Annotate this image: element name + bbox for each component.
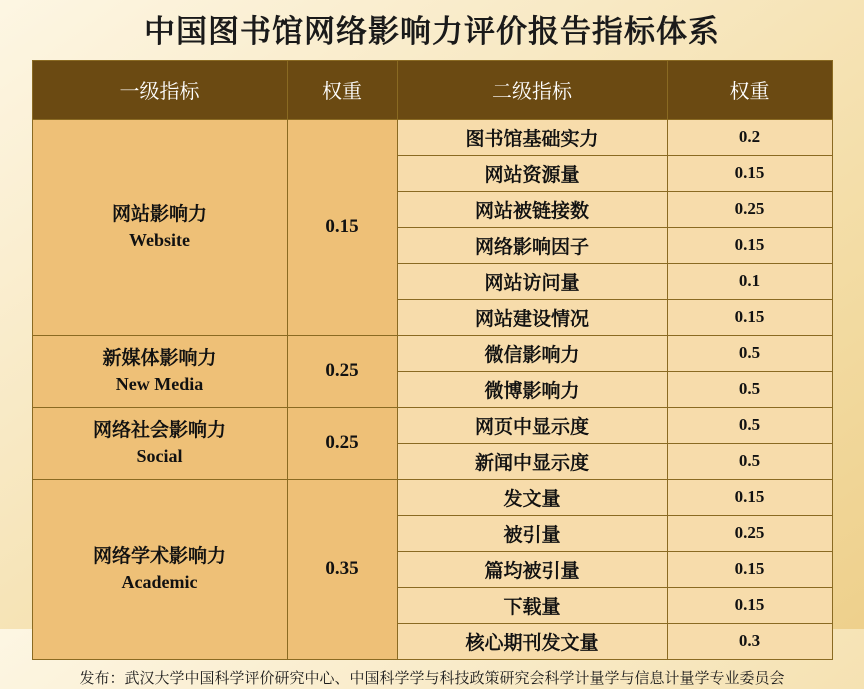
secondary-weight: 0.15 — [667, 551, 832, 587]
secondary-indicator: 微信影响力 — [397, 335, 667, 371]
secondary-indicator: 网页中显示度 — [397, 407, 667, 443]
table-body — [32, 119, 832, 659]
secondary-weight: 0.1 — [667, 263, 832, 299]
primary-indicator-label-cn: 网络学术影响力 — [92, 546, 226, 568]
secondary-indicator: 图书馆基础实力 — [397, 119, 667, 155]
secondary-indicator: 微博影响力 — [397, 371, 667, 407]
secondary-weight: 0.3 — [667, 623, 832, 659]
secondary-weight: 0.25 — [667, 191, 832, 227]
secondary-indicator: 新闻中显示度 — [397, 443, 667, 479]
secondary-indicator: 网络影响因子 — [397, 227, 667, 263]
primary-indicator-new-media — [32, 335, 287, 407]
table-row — [32, 119, 832, 155]
secondary-weight: 0.5 — [667, 407, 832, 443]
table-row — [32, 407, 832, 443]
table-row — [32, 479, 832, 515]
primary-weight-new-media: 0.25 — [287, 335, 397, 407]
secondary-indicator: 网站建设情况 — [397, 299, 667, 335]
header-secondary-indicator: 二级指标 — [397, 60, 667, 119]
publisher-footnote: 发布：武汉大学中国科学评价研究中心、中国科学学与科技政策研究会科学计量学与信息计量学专业委员会 — [79, 670, 785, 687]
primary-indicator-label-en: Social — [136, 445, 183, 466]
secondary-weight: 0.15 — [667, 155, 832, 191]
secondary-indicator: 发文量 — [397, 479, 667, 515]
secondary-weight: 0.2 — [667, 119, 832, 155]
secondary-indicator: 被引量 — [397, 515, 667, 551]
primary-indicator-label-cn: 网络社会影响力 — [92, 420, 226, 442]
table-row — [32, 335, 832, 371]
secondary-indicator: 篇均被引量 — [397, 551, 667, 587]
table-header — [32, 60, 832, 119]
primary-indicator-label-en: New Media — [115, 373, 204, 394]
secondary-indicator: 核心期刊发文量 — [397, 623, 667, 659]
table-header-row — [32, 60, 832, 119]
primary-indicator-academic — [32, 479, 287, 659]
secondary-weight: 0.5 — [667, 443, 832, 479]
secondary-indicator: 网站被链接数 — [397, 191, 667, 227]
indicator-system-table — [32, 60, 833, 660]
header-secondary-weight: 权重 — [667, 60, 832, 119]
secondary-weight: 0.15 — [667, 587, 832, 623]
primary-indicator-label-en: Academic — [121, 571, 198, 592]
secondary-weight: 0.15 — [667, 299, 832, 335]
secondary-indicator: 下载量 — [397, 587, 667, 623]
secondary-indicator: 网站资源量 — [397, 155, 667, 191]
primary-weight-academic: 0.35 — [287, 479, 397, 659]
primary-indicator-label-en: Website — [129, 229, 190, 250]
secondary-weight: 0.5 — [667, 371, 832, 407]
primary-indicator-social — [32, 407, 287, 479]
secondary-weight: 0.15 — [667, 479, 832, 515]
primary-weight-social: 0.25 — [287, 407, 397, 479]
secondary-weight: 0.25 — [667, 515, 832, 551]
header-primary-weight: 权重 — [287, 60, 397, 119]
secondary-indicator: 网站访问量 — [397, 263, 667, 299]
secondary-weight: 0.5 — [667, 335, 832, 371]
primary-indicator-label-cn: 新媒体影响力 — [102, 348, 217, 370]
header-primary-indicator: 一级指标 — [32, 60, 287, 119]
primary-weight-website: 0.15 — [287, 119, 397, 335]
primary-indicator-label-cn: 网站影响力 — [111, 204, 207, 226]
primary-indicator-website — [32, 119, 287, 335]
page-title: 中国图书馆网络影响力评价报告指标体系 — [144, 14, 720, 49]
secondary-weight: 0.15 — [667, 227, 832, 263]
